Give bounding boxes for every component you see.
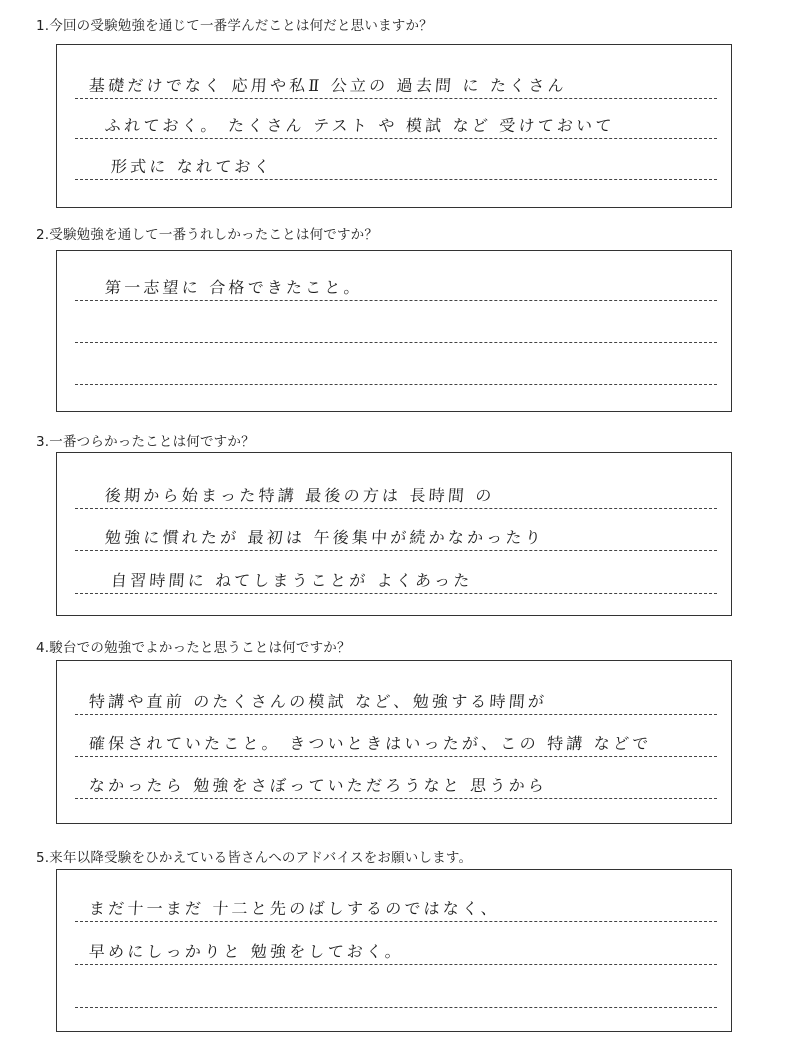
answer-text: 早めにしっかりと 勉強をしておく。	[88, 942, 405, 961]
answer-line	[75, 675, 717, 715]
answer-line	[75, 968, 717, 1008]
answer-text: 第一志望に 合格できたこと。	[104, 278, 364, 297]
answer-line	[75, 59, 717, 99]
question-5-label: 5.来年以降受験をひかえている皆さんへのアドバイスをお願いします。	[36, 850, 473, 866]
answer-line	[75, 469, 717, 509]
answer-line	[75, 925, 717, 965]
answer-line	[75, 759, 717, 799]
answer-text: なかったら 勉強をさぼっていただろうなと 思うから	[88, 776, 548, 795]
answer-line	[75, 140, 717, 180]
question-4-label: 4.駿台での勉強でよかったと思うことは何ですか？	[36, 640, 351, 656]
answer-line	[75, 717, 717, 757]
answer-box-2	[56, 250, 732, 412]
answer-line	[75, 99, 717, 139]
answer-box-5	[56, 869, 732, 1032]
answer-line	[75, 882, 717, 922]
answer-line	[75, 303, 717, 343]
answer-box-4	[56, 660, 732, 824]
answer-text: まだ十一まだ 十二と先のばしするのではなく、	[88, 899, 501, 918]
answer-line	[75, 261, 717, 301]
answer-text: 確保されていたこと。 きついときはいったが、この 特講 などで	[88, 734, 653, 753]
answer-text: ふれておく。 たくさん テスト や 模試 など 受けておいて	[104, 116, 616, 135]
answer-box-3	[56, 452, 732, 616]
answer-text: 基礎だけでなく 応用や私Ⅱ 公立の 過去問 に たくさん	[88, 76, 568, 95]
question-1-label: 1.今回の受験勉強を通じて一番学んだことは何だと思いますか？	[36, 18, 433, 34]
answer-text: 特講や直前 のたくさんの模試 など、勉強する時間が	[88, 692, 548, 711]
question-3-label: 3.一番つらかったことは何ですか？	[36, 434, 255, 450]
answer-line	[75, 554, 717, 594]
answer-text: 勉強に慣れたが 最初は 午後集中が続かなかったり	[104, 528, 545, 547]
answer-line	[75, 511, 717, 551]
answer-text: 後期から始まった特講 最後の方は 長時間 の	[104, 486, 496, 505]
answer-line	[75, 345, 717, 385]
question-2-label: 2.受験勉強を通して一番うれしかったことは何ですか？	[36, 227, 379, 243]
answer-box-1	[56, 44, 732, 208]
answer-text: 自習時間に ねてしまうことが よくあった	[110, 571, 474, 590]
answer-text: 形式に なれておく	[110, 157, 274, 176]
